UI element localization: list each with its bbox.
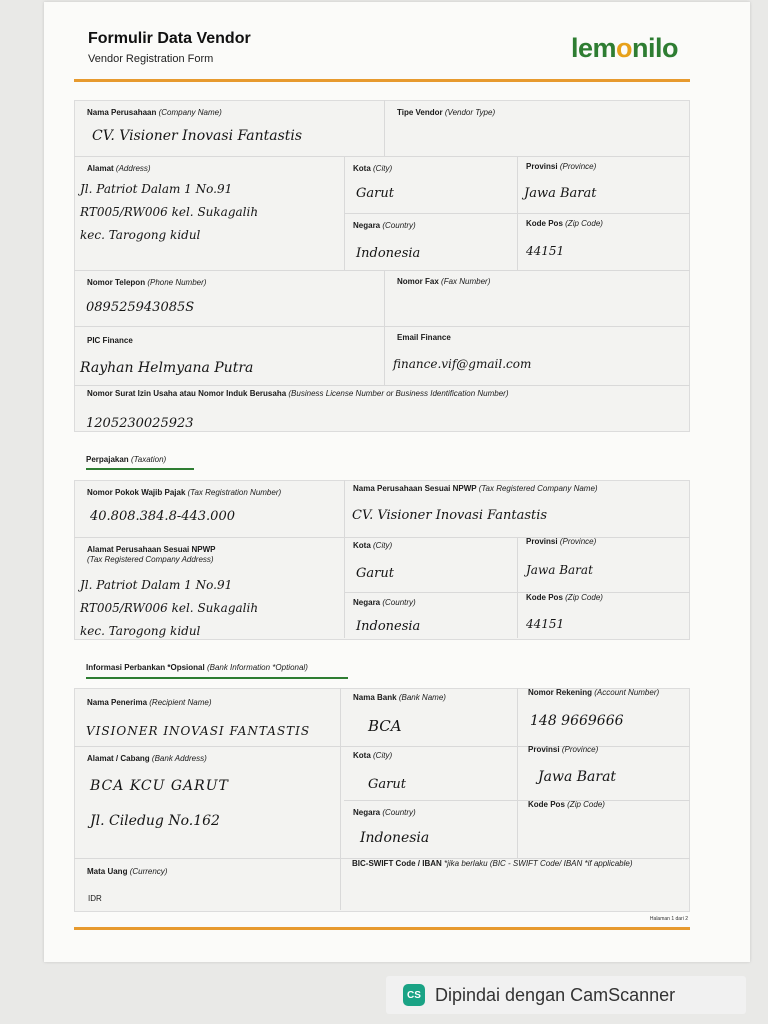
tax-zip-value: 44151 xyxy=(526,617,565,631)
col-divider xyxy=(344,156,345,270)
camscanner-text: Dipindai dengan CamScanner xyxy=(435,984,676,1005)
form-title: Formulir Data Vendor xyxy=(88,30,251,47)
tax-country-value: Indonesia xyxy=(356,619,421,634)
city-value: Garut xyxy=(356,186,394,201)
npwp-address-line-3: kec. Tarogong kidul xyxy=(80,624,201,638)
recipient-value: VISIONER INOVASI FANTASTIS xyxy=(86,724,311,738)
taxation-section-title: Perpajakan (Taxation) xyxy=(86,455,167,464)
company-info-table xyxy=(74,100,690,432)
province-label: Provinsi (Province) xyxy=(526,162,597,171)
bank-name-label: Nama Bank (Bank Name) xyxy=(353,693,446,702)
col-divider xyxy=(517,156,518,270)
camscanner-icon: CS xyxy=(403,984,425,1006)
fax-label: Nomor Fax (Fax Number) xyxy=(397,277,491,286)
form-subtitle: Vendor Registration Form xyxy=(88,53,214,65)
phone-value: 089525943085S xyxy=(86,300,195,315)
bank-country-value: Indonesia xyxy=(360,830,430,846)
bank-province-value: Jawa Barat xyxy=(538,769,617,785)
city-label: Kota (City) xyxy=(353,164,393,173)
npwp-value: 40.808.384.8-443.000 xyxy=(90,509,235,524)
bank-section-title: Informasi Perbankan *Opsional (Bank Information *Optional) xyxy=(86,663,308,672)
bank-underline xyxy=(86,677,348,679)
bank-city-value: Garut xyxy=(368,777,406,792)
bank-country-label: Negara (Country) xyxy=(353,808,416,817)
tax-zip-label: Kode Pos (Zip Code) xyxy=(526,593,603,602)
row-divider xyxy=(74,385,690,386)
province-value: Jawa Barat xyxy=(524,186,597,201)
zip-label: Kode Pos (Zip Code) xyxy=(526,219,603,228)
bank-name-value: BCA xyxy=(368,717,402,735)
address-line-3: kec. Tarogong kidul xyxy=(80,228,201,242)
currency-label: Mata Uang (Currency) xyxy=(87,867,168,876)
email-finance-value: finance.vif@gmail.com xyxy=(393,357,532,371)
license-value: 1205230025923 xyxy=(86,416,194,431)
zip-value: 44151 xyxy=(526,244,565,258)
country-value: Indonesia xyxy=(356,246,421,261)
account-number-label: Nomor Rekening (Account Number) xyxy=(528,688,660,697)
account-number-value: 148 9669666 xyxy=(530,713,624,729)
col-divider xyxy=(384,100,385,156)
npwp-address-line-2: RT005/RW006 kel. Sukagalih xyxy=(80,601,259,615)
col-divider xyxy=(384,270,385,385)
row-divider xyxy=(74,326,690,327)
bank-province-label: Provinsi (Province) xyxy=(528,745,599,754)
license-label: Nomor Surat Izin Usaha atau Nomor Induk Berusaha (Business License Number or Business Identification Number) xyxy=(87,389,509,398)
company-name-label: Nama Perusahaan (Company Name) xyxy=(87,108,222,117)
row-divider xyxy=(74,156,690,157)
address-line-2: RT005/RW006 kel. Sukagalih xyxy=(80,205,259,219)
taxation-underline xyxy=(86,468,194,470)
npwp-address-label: Alamat Perusahaan Sesuai NPWP xyxy=(87,545,216,554)
country-label: Negara (Country) xyxy=(353,221,416,230)
swift-label: BIC-SWIFT Code / IBAN *jika berlaku (BIC - SWIFT Code/ IBAN *if applicable) xyxy=(352,859,633,868)
bank-zip-label: Kode Pos (Zip Code) xyxy=(528,800,605,809)
company-name-value: CV. Visioner Inovasi Fantastis xyxy=(92,128,303,144)
pic-finance-label: PIC Finance xyxy=(87,336,133,345)
address-label: Alamat (Address) xyxy=(87,164,151,173)
header-rule xyxy=(74,79,690,82)
npwp-address-label-en: (Tax Registered Company Address) xyxy=(87,555,214,564)
tax-city-value: Garut xyxy=(356,566,394,581)
tax-province-label: Provinsi (Province) xyxy=(526,537,597,546)
npwp-label: Nomor Pokok Wajib Pajak (Tax Registration Number) xyxy=(87,488,282,497)
lemonilo-logo: lemonilo xyxy=(571,33,679,63)
bank-city-label: Kota (City) xyxy=(353,751,393,760)
address-line-1: Jl. Patriot Dalam 1 No.91 xyxy=(80,182,233,196)
npwp-company-value: CV. Visioner Inovasi Fantastis xyxy=(352,508,548,523)
row-divider xyxy=(74,537,690,538)
col-divider xyxy=(340,688,341,910)
pic-finance-value: Rayhan Helmyana Putra xyxy=(80,360,254,376)
currency-value: IDR xyxy=(88,894,102,903)
col-divider xyxy=(517,688,518,858)
vendor-type-label: Tipe Vendor (Vendor Type) xyxy=(397,108,496,117)
page-number: Halaman 1 dari 2 xyxy=(649,916,688,922)
phone-label: Nomor Telepon (Phone Number) xyxy=(87,278,207,287)
row-divider xyxy=(74,270,690,271)
npwp-company-label: Nama Perusahaan Sesuai NPWP (Tax Registered Company Name) xyxy=(353,484,598,493)
col-divider xyxy=(517,537,518,638)
branch-label: Alamat / Cabang (Bank Address) xyxy=(87,754,207,763)
recipient-label: Nama Penerima (Recipient Name) xyxy=(87,698,212,707)
npwp-address-line-1: Jl. Patriot Dalam 1 No.91 xyxy=(80,578,233,592)
branch-line-2: Jl. Ciledug No.162 xyxy=(90,813,220,829)
col-divider xyxy=(344,480,345,638)
tax-province-value: Jawa Barat xyxy=(526,563,593,577)
branch-line-1: BCA KCU GARUT xyxy=(90,778,229,794)
tax-country-label: Negara (Country) xyxy=(353,598,416,607)
camscanner-watermark xyxy=(386,976,746,1014)
footer-rule xyxy=(74,927,690,930)
email-finance-label: Email Finance xyxy=(397,333,451,342)
tax-city-label: Kota (City) xyxy=(353,541,393,550)
